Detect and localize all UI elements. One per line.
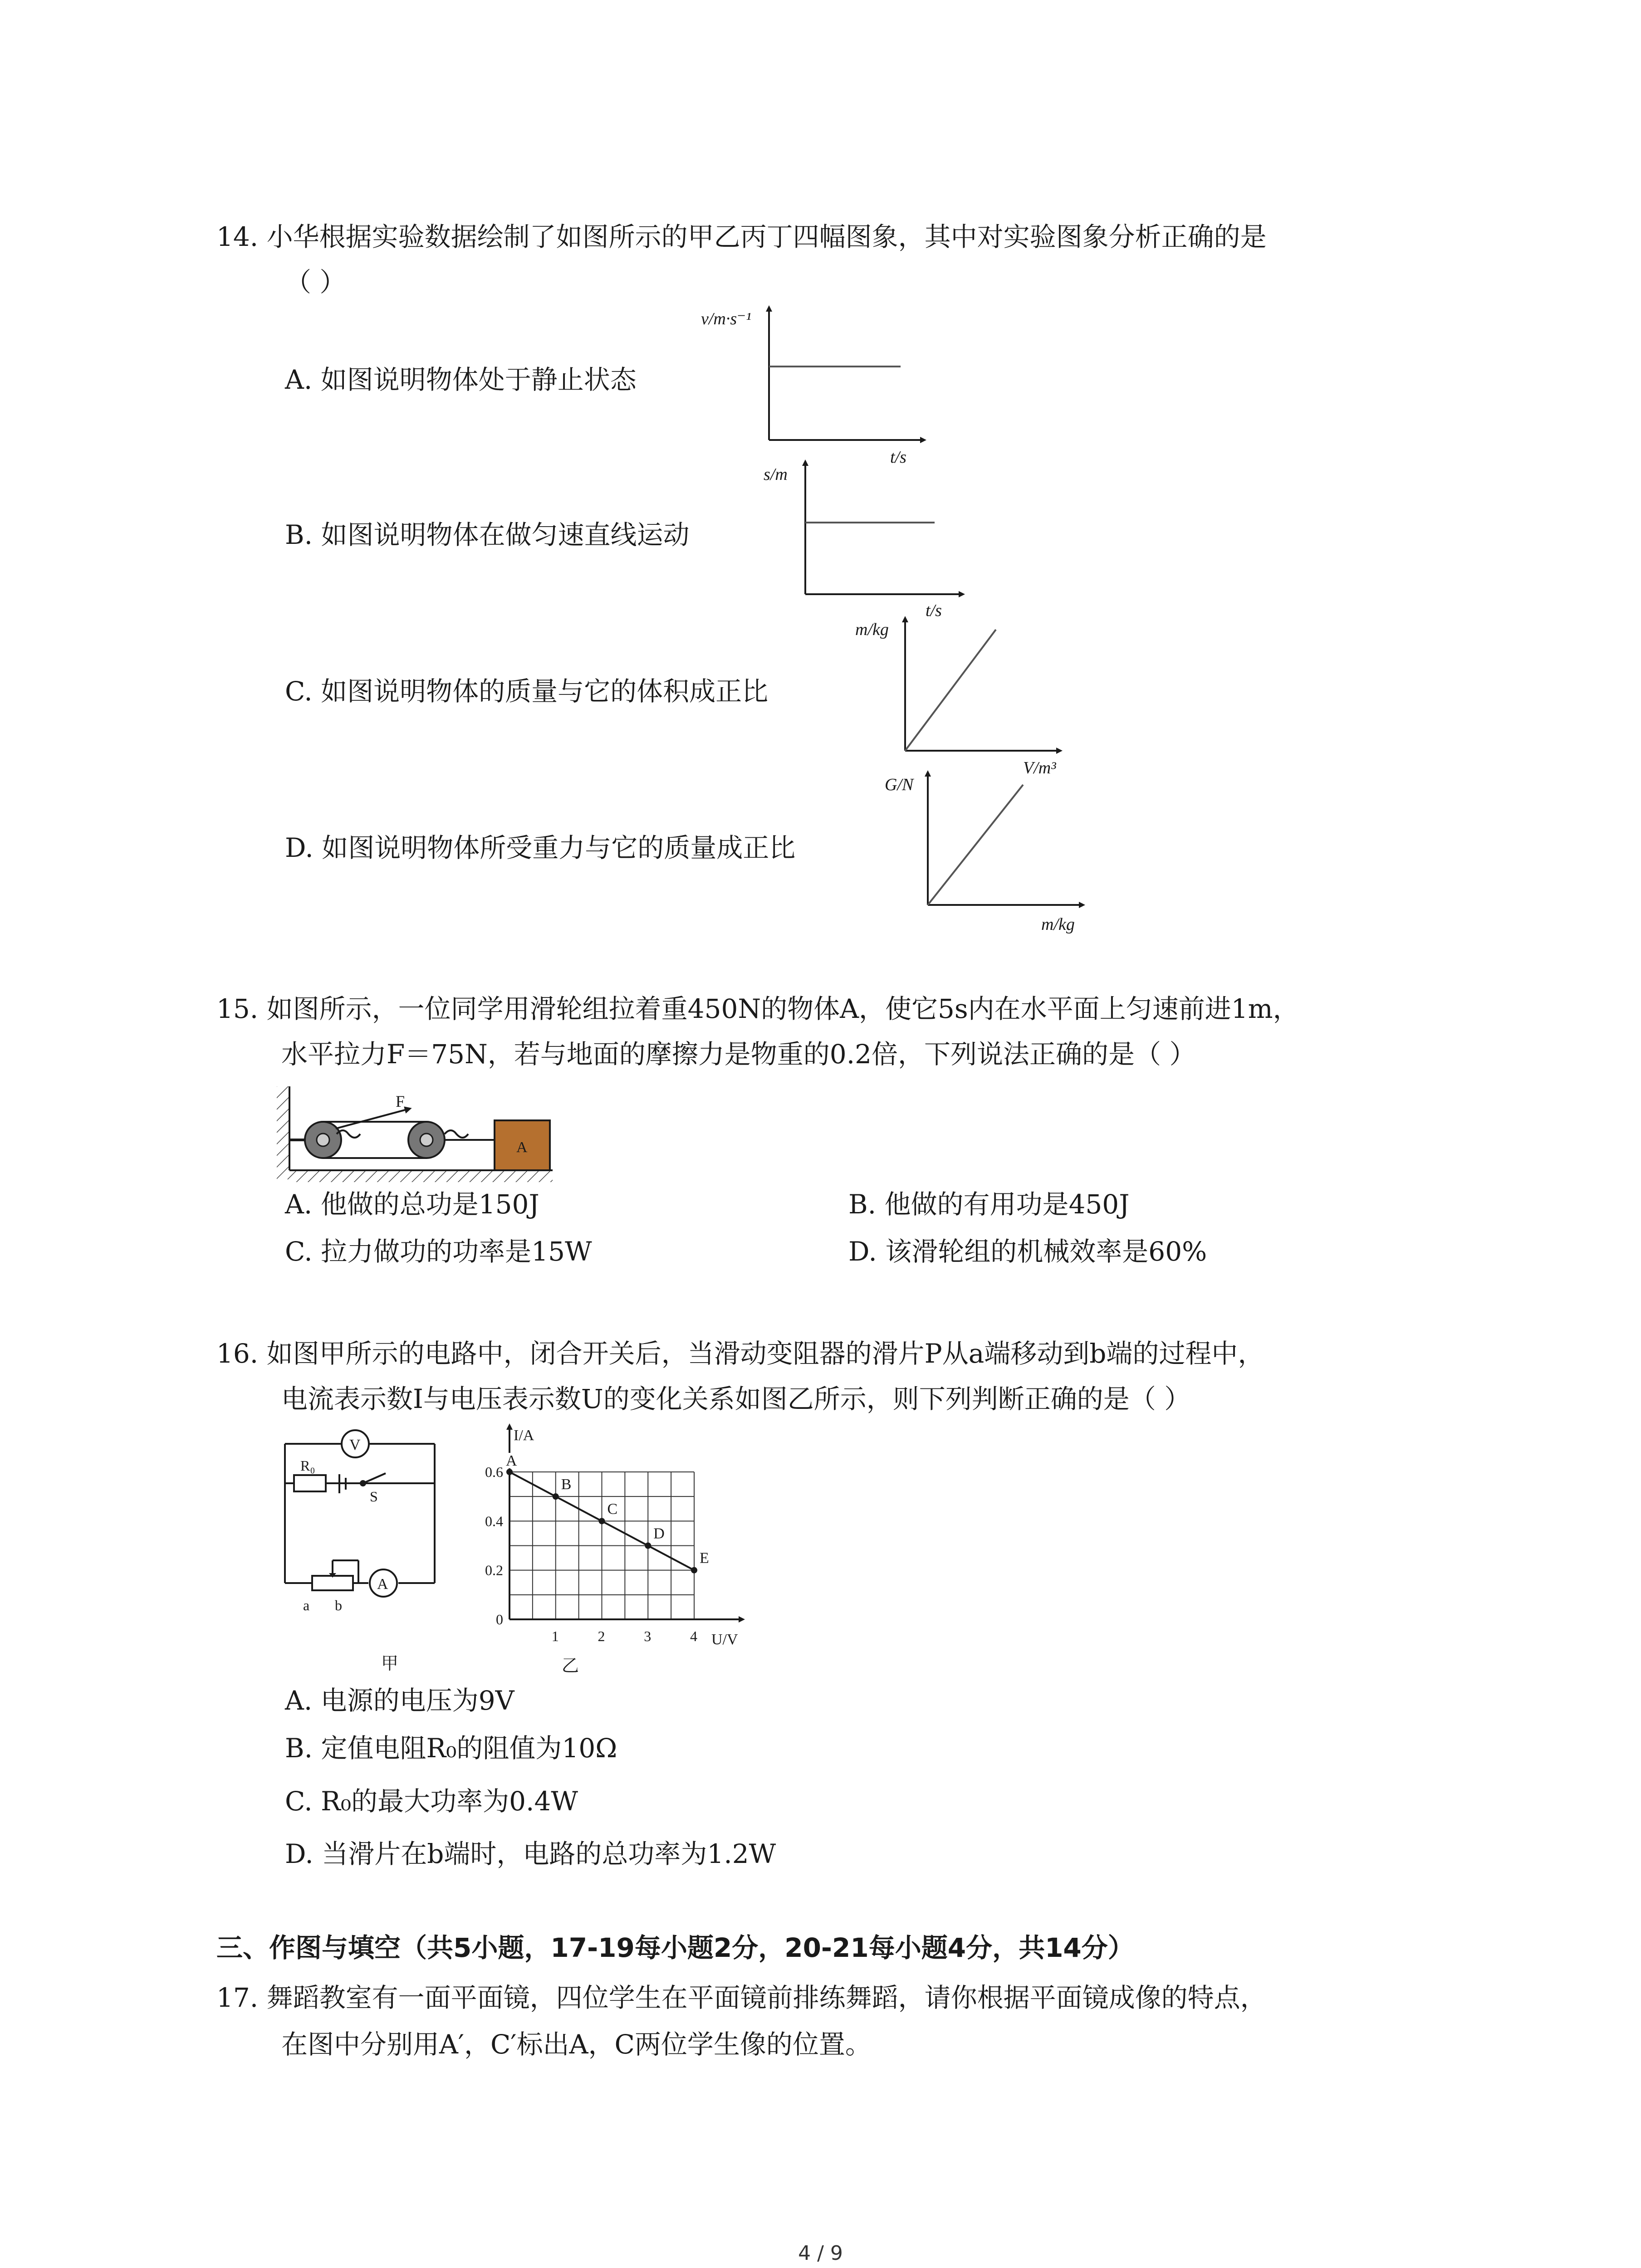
graph-a-ylabel: v/m·s⁻¹ xyxy=(701,309,751,328)
graph-b-xlabel: t/s xyxy=(926,601,942,620)
x-tick-label: 3 xyxy=(644,1628,652,1644)
q16-option-b: B. 定值电阻R₀的阻值为10Ω xyxy=(285,1733,617,1764)
graph-b-ylabel: s/m xyxy=(764,465,788,484)
q14-option-c: C. 如图说明物体的质量与它的体积成正比 xyxy=(285,676,769,707)
q15-stem-line2: 水平拉力F＝75N，若与地面的摩擦力是物重的0.2倍，下列说法正确的是（ ） xyxy=(281,1039,1196,1070)
q14-stem: 14. 小华根据实验数据绘制了如图所示的甲乙丙丁四幅图象，其中对实验图象分析正确的是 xyxy=(216,221,1267,252)
q15-force-label: F xyxy=(396,1092,405,1110)
q15-option-a: A. 他做的总功是150J xyxy=(285,1189,539,1220)
graph-a-xlabel: t/s xyxy=(890,448,906,467)
x-tick-label: 2 xyxy=(598,1628,605,1644)
q17-stem-line1: 17. 舞蹈教室有一面平面镜，四位学生在平面镜前排练舞蹈，请你根据平面镜成像的特点， xyxy=(216,1982,1267,2013)
data-point-d xyxy=(645,1543,651,1549)
data-label-c: C xyxy=(607,1501,618,1518)
q15-stem-line1: 15. 如图所示，一位同学用滑轮组拉着重450N的物体A，使它5s内在水平面上匀速前进1m， xyxy=(216,993,1299,1024)
page-number: 4 / 9 xyxy=(798,2242,843,2265)
data-label-e: E xyxy=(700,1549,709,1567)
data-point-c xyxy=(599,1518,605,1524)
y-tick-label: 0.4 xyxy=(485,1513,503,1530)
section-heading: 三、作图与填空（共5小题，17-19每小题2分，20-21每小题4分，共14分） xyxy=(216,1932,1134,1963)
q16-option-c: C. R₀的最大功率为0.4W xyxy=(285,1786,578,1817)
circuit-caption: 甲 xyxy=(381,1654,399,1673)
rheostat-end-b: b xyxy=(335,1597,342,1613)
chart-ylabel: I/A xyxy=(514,1427,534,1444)
q15-option-c: C. 拉力做功的功率是15W xyxy=(285,1236,592,1267)
y-tick-label: 0 xyxy=(496,1611,503,1628)
chart-xlabel: U/V xyxy=(711,1631,738,1648)
y-tick-label: 0.2 xyxy=(485,1562,503,1579)
ammeter-label: A xyxy=(377,1576,388,1593)
q15-option-d: D. 该滑轮组的机械效率是60% xyxy=(848,1236,1207,1267)
x-tick-label: 1 xyxy=(551,1628,559,1644)
q14-option-b: B. 如图说明物体在做匀速直线运动 xyxy=(285,519,690,550)
q14-answer-bracket: （ ） xyxy=(285,267,346,298)
q16-option-d: D. 当滑片在b端时，电路的总功率为1.2W xyxy=(285,1838,776,1869)
q14-option-d: D. 如图说明物体所受重力与它的质量成正比 xyxy=(285,832,796,863)
chart-grid xyxy=(509,1472,694,1619)
graph-c-ylabel: m/kg xyxy=(855,620,889,639)
graph-d-ylabel: G/N xyxy=(885,775,914,794)
q14-option-a: A. 如图说明物体处于静止状态 xyxy=(285,364,637,395)
data-point-a xyxy=(506,1469,513,1475)
q17-stem-line2: 在图中分别用A′，C′标出A，C两位学生像的位置。 xyxy=(281,2029,872,2060)
data-label-b: B xyxy=(561,1476,572,1493)
data-point-b xyxy=(553,1493,559,1500)
q15-option-b: B. 他做的有用功是450J xyxy=(848,1189,1130,1220)
q15-block-label: A xyxy=(516,1139,528,1156)
chart-marks xyxy=(485,1452,711,1644)
resistor-label: R₀ xyxy=(300,1457,315,1474)
rheostat-end-a: a xyxy=(303,1597,310,1613)
data-label-d: D xyxy=(653,1525,665,1542)
q16-option-a: A. 电源的电压为9V xyxy=(285,1685,514,1716)
q16-stem-line1: 16. 如图甲所示的电路中，闭合开关后，当滑动变阻器的滑片P从a端移动到b端的过程中， xyxy=(216,1338,1264,1369)
data-point-e xyxy=(691,1567,697,1574)
q16-stem-line2: 电流表示数I与电压表示数U的变化关系如图乙所示，则下列判断正确的是（ ） xyxy=(281,1383,1191,1414)
graph-d-xlabel: m/kg xyxy=(1041,915,1075,934)
voltmeter-label: V xyxy=(349,1437,361,1453)
switch-label: S xyxy=(370,1488,378,1505)
y-tick-label: 0.6 xyxy=(485,1464,503,1480)
x-tick-label: 4 xyxy=(690,1628,697,1644)
chart-caption: 乙 xyxy=(562,1657,579,1676)
data-label-a: A xyxy=(506,1452,517,1469)
graph-c-xlabel: V/m³ xyxy=(1023,758,1056,777)
